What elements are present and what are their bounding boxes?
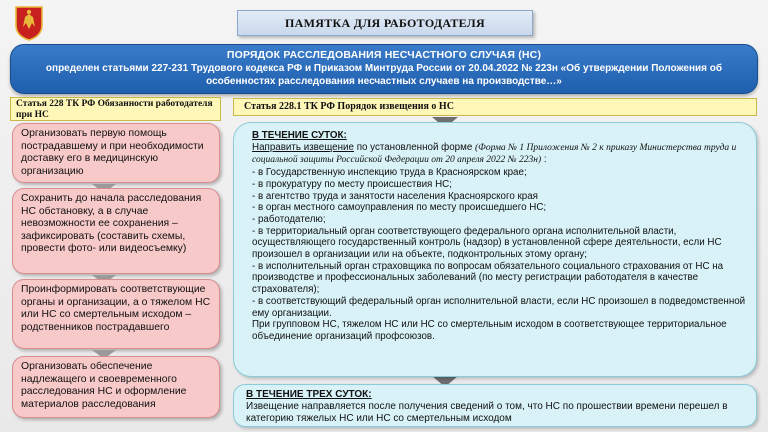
right-column-header: Статья 228.1 ТК РФ Порядок извещения о НС <box>233 98 757 116</box>
list-item: - в территориальный орган соответствующего федерального органа исполнительной власти, осуществляющего государственный контроль (надзор) в установленной сфере деятельности, если НС произошел в организации или на объекте, подконтрольных этому органу; <box>252 225 722 261</box>
recipients-list <box>252 167 746 319</box>
step-first-aid: Организовать первую помощь пострадавшему и при необходимости доставку его в медицинскую организацию <box>12 123 220 183</box>
list-item: - работодателю; <box>252 213 326 225</box>
list-item: - в агентство труда и занятости населения Красноярского края <box>252 190 538 202</box>
step-organize-investigation: Организовать обеспечение надлежащего и своевременного расследования НС и оформление материалов расследования <box>12 356 220 418</box>
notify-emphasis: Направить извещение <box>252 141 354 153</box>
within-day-box <box>233 122 757 377</box>
left-column-header: Статья 228 ТК РФ Обязанности работодателя при НС <box>10 97 221 121</box>
within-day-title: В ТЕЧЕНИЕ СУТОК: <box>252 130 347 141</box>
list-item: - в прокуратуру по месту происшествия НС; <box>252 178 452 190</box>
group-accident-note: При групповом НС, тяжелом НС или НС со смертельным исходом в соответствующее территориальное объединение организаций профсоюзов. <box>252 319 727 342</box>
procedure-banner <box>10 44 758 94</box>
banner-text: определен статьями 227-231 Трудового кодекса РФ и Приказом Минтруда России от 20.04.2022 № 223н «Об утверждении Положения об особенностях расследования несчастных случаев на производстве…» <box>45 63 723 87</box>
list-item: - в орган местного самоуправления по месту происшедшего НС; <box>252 202 547 214</box>
banner-title: ПОРЯДОК РАССЛЕДОВАНИЯ НЕСЧАСТНОГО СЛУЧАЯ (НС) <box>226 49 542 61</box>
list-item: - в исполнительный орган страховщика по вопросам обязательного социального страхования от НС на производстве и профессиональных заболеваний (по месту регистрации работодателя в качестве страхователя); <box>252 260 724 296</box>
coat-of-arms-icon <box>14 5 44 41</box>
list-item: - в Государственную инспекцию труда в Красноярском крае; <box>252 167 527 179</box>
within-three-days-box <box>233 384 757 427</box>
step-preserve-scene: Сохранить до начала расследования НС обстановку, а в случае невозможности ее сохранения – зафиксировать (составить схемы, провести фото- или видеосъемку) <box>12 188 220 274</box>
page-title: ПАМЯТКА ДЛЯ РАБОТОДАТЕЛЯ <box>237 10 533 36</box>
form-reference: (Форма № 1 Приложения № 2 к приказу Министерства труда и социальной защиты Российской Федерации от 20 апреля 2022 № 223н) <box>252 142 737 166</box>
three-days-text: Извещение направляется после получения сведений о том, что НС по прошествии времени перешел в категорию тяжелых НС или НС со смертельным исходом <box>246 401 728 424</box>
three-days-title: В ТЕЧЕНИЕ ТРЕХ СУТОК: <box>246 389 372 400</box>
within-day-intro: Направить извещение по установленной форме (Форма № 1 Приложения № 2 к приказу Министерства труда и социальной защиты Российской Федерации от 20 апреля 2022 № 223н) : <box>252 141 737 166</box>
list-item: - в соответствующий федеральный орган исполнительной власти, если НС произошел в подведомственной ему организации. <box>252 295 746 319</box>
step-inform-authorities: Проинформировать соответствующие органы и организации, а о тяжелом НС или НС со смертельным исходом – родственников пострадавшего <box>12 279 220 349</box>
